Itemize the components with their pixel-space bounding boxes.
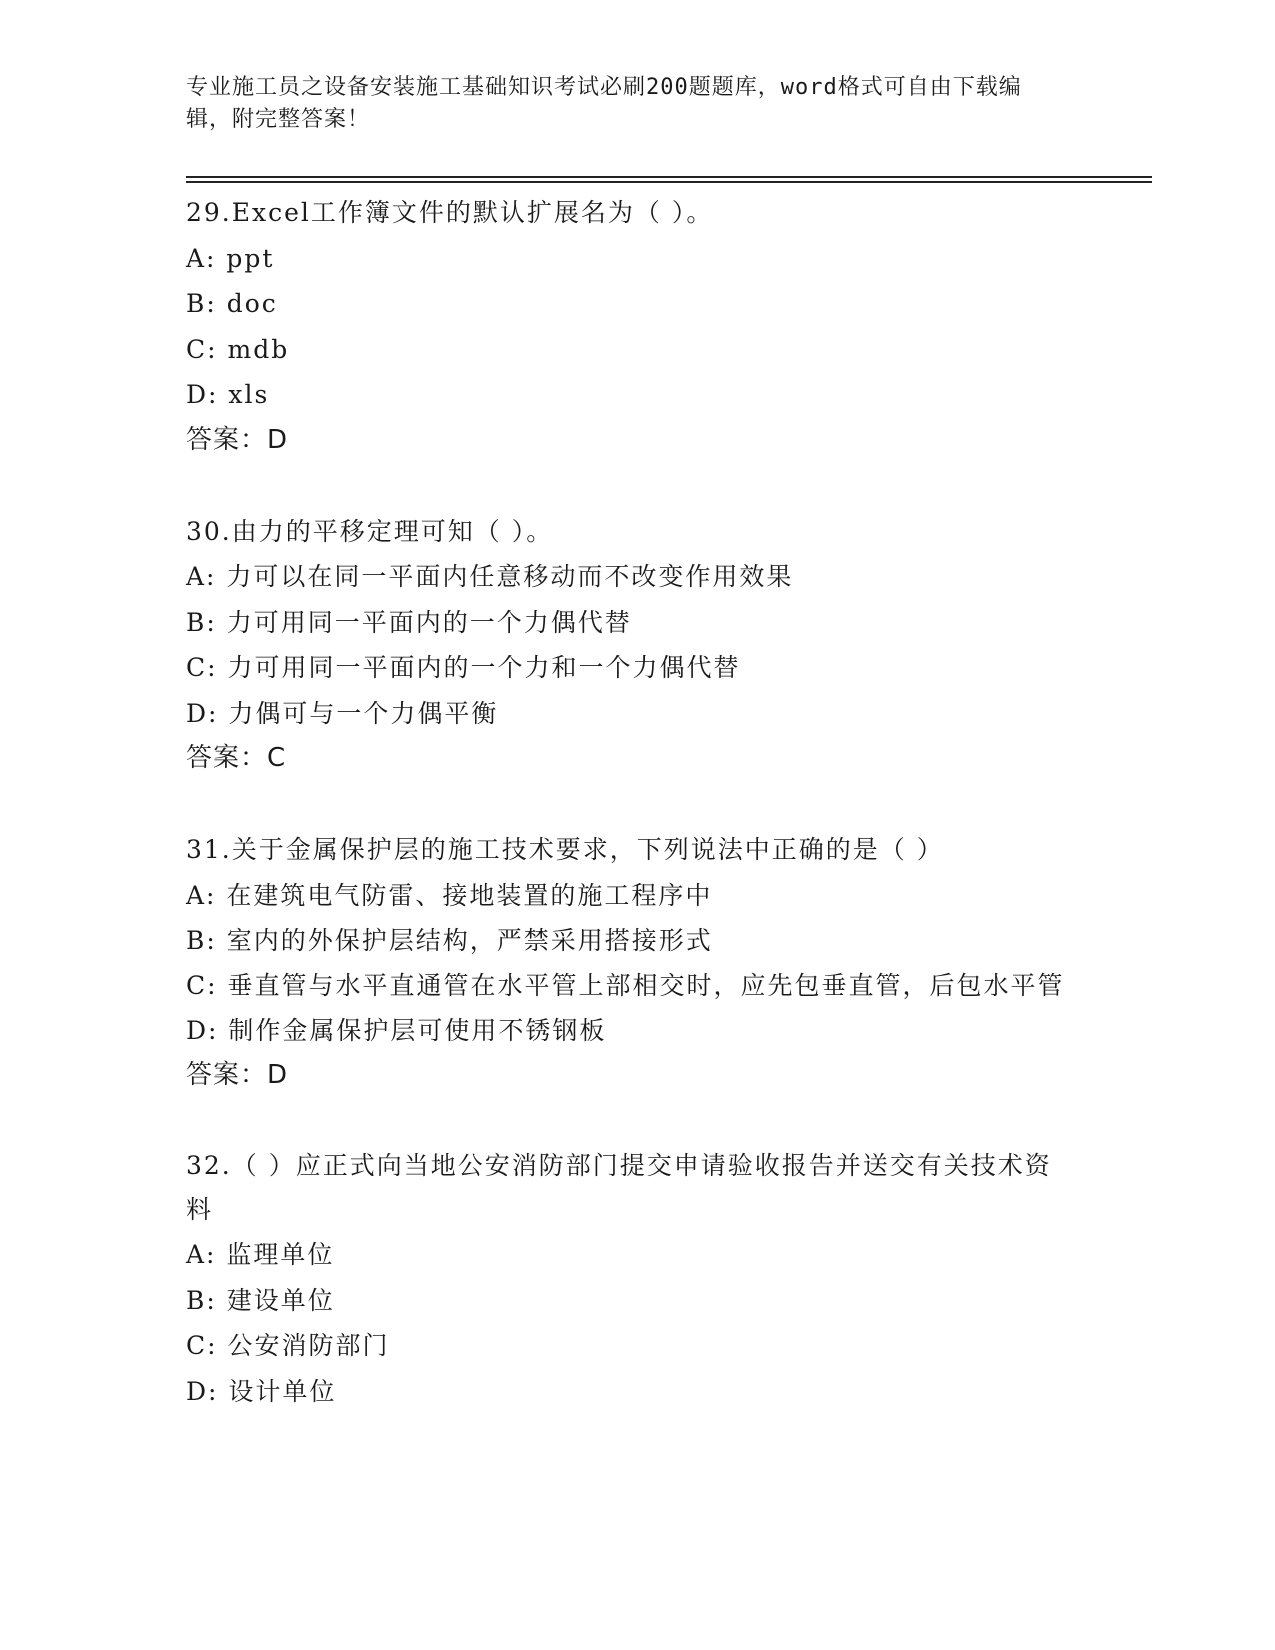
question-list: [186, 190, 1076, 1414]
option-a: A: 力可以在同一平面内任意移动而不改变作用效果: [186, 562, 794, 591]
answer-text: 答案：D: [186, 1060, 289, 1090]
answer-text: 答案：D: [186, 424, 289, 455]
option-c: C: mdb: [186, 334, 290, 364]
option-d: D: xls: [186, 380, 270, 409]
header-divider-top: [186, 176, 1152, 178]
question-32: [186, 1144, 1076, 1414]
question-31: [186, 827, 1076, 1098]
header-divider-bottom: [186, 181, 1152, 183]
question-text: 32.（ ）应正式向当地公安消防部门提交申请验收报告并送交有关技术资料: [186, 1151, 1052, 1224]
question-text: 29.Excel工作簿文件的默认扩展名为（ ）。: [186, 198, 714, 227]
option-a: A: 在建筑电气防雷、接地装置的施工程序中: [186, 880, 713, 910]
option-b: B: doc: [186, 289, 278, 318]
option-d: D: 力偶可与一个力偶平衡: [186, 698, 499, 728]
option-a: A: 监理单位: [186, 1240, 335, 1269]
question-29: [186, 190, 1076, 463]
option-b: B: 力可用同一平面内的一个力偶代替: [186, 607, 632, 637]
option-b: B: 建设单位: [186, 1285, 335, 1315]
document-header: 专业施工员之设备安装施工基础知识考试必刷200题题库，word格式可自由下载编辑，附完整答案！: [186, 75, 1022, 132]
option-a: A: ppt: [186, 243, 275, 273]
option-d: D: 制作金属保护层可使用不锈钢板: [186, 1015, 607, 1045]
option-b: B: 室内的外保护层结构，严禁采用搭接形式: [186, 926, 713, 955]
option-c: C: 垂直管与水平直通管在水平管上部相交时，应先包垂直管，后包水平管: [186, 970, 1065, 1000]
answer-text: 答案：C: [186, 743, 287, 773]
question-text: 31.关于金属保护层的施工技术要求，下列说法中正确的是（ ）: [186, 835, 944, 864]
option-d: D: 设计单位: [186, 1376, 337, 1406]
option-c: C: 力可用同一平面内的一个力和一个力偶代替: [186, 653, 741, 682]
option-c: C: 公安消防部门: [186, 1331, 390, 1360]
question-30: [186, 509, 1076, 782]
question-text: 30.由力的平移定理可知（ ）。: [186, 516, 554, 546]
